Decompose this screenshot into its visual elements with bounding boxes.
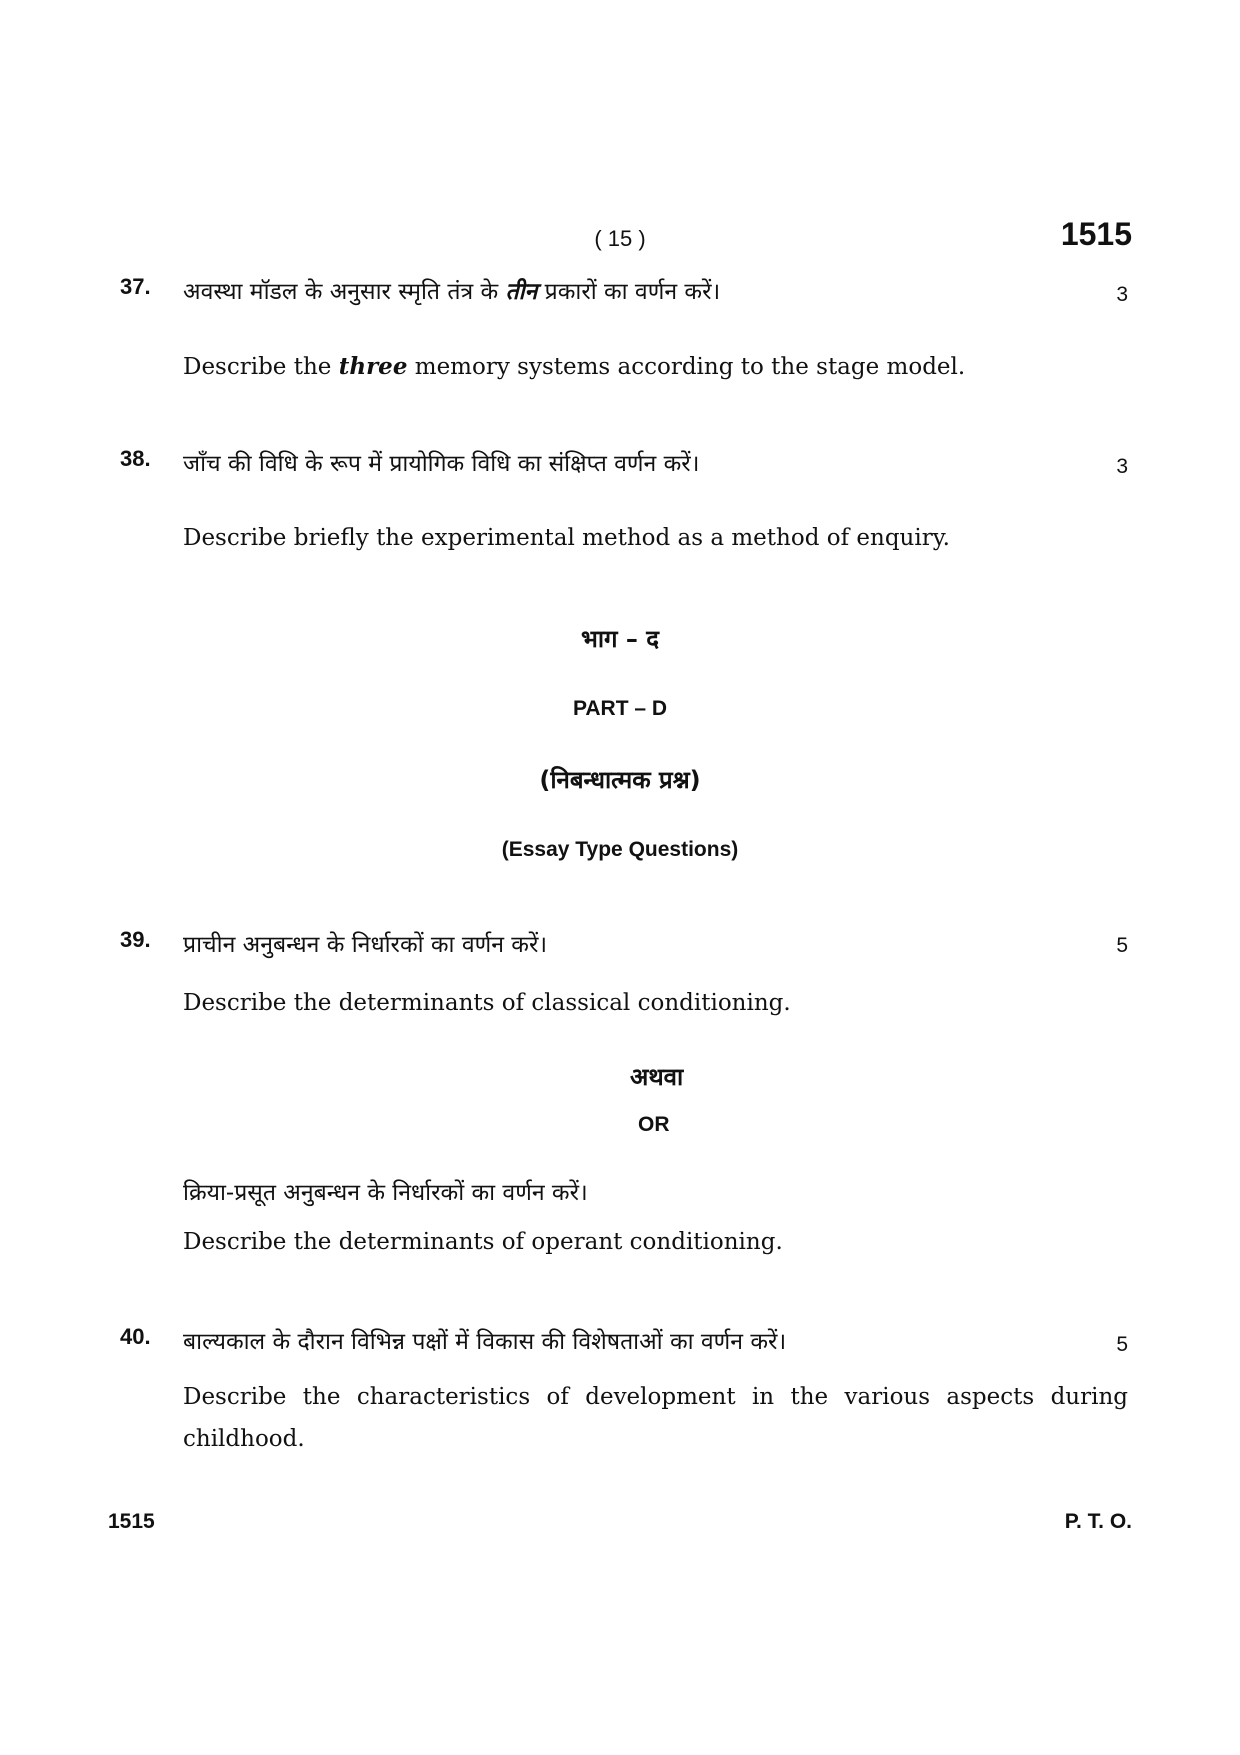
question-number-37: 37. (120, 274, 151, 299)
marks-37: 3 (1116, 283, 1128, 306)
q37-hindi-text-pre: अवस्था मॉडल के अनुसार स्मृति तंत्र के (183, 279, 506, 305)
question-38-hindi: जाँच की विधि के रूप में प्रायोगिक विधि का संक्षिप्त वर्णन करें। (183, 451, 700, 477)
question-39-alt-hindi: क्रिया-प्रसूत अनुबन्धन के निर्धारकों का वर्णन करें। (183, 1180, 588, 1206)
question-40-english: Describe the characteristics of development in the various aspects during childhood. (183, 1384, 1128, 1452)
q37-english-text-post: memory systems according to the stage model. (407, 354, 966, 380)
question-38-english: Describe briefly the experimental method as a method of enquiry. (183, 525, 950, 551)
question-39-english: Describe the determinants of classical conditioning. (183, 990, 791, 1016)
question-37-english (183, 353, 965, 380)
question-number-38: 38. (120, 446, 151, 471)
section-subtitle-english: (Essay Type Questions) (501, 838, 739, 861)
pto-label: P. T. O. (1064, 1510, 1132, 1533)
page-number: ( 15 ) (594, 226, 646, 251)
question-39-alt-english: Describe the determinants of operant conditioning. (183, 1229, 783, 1255)
marks-39: 5 (1116, 934, 1128, 957)
or-english: OR (638, 1113, 670, 1136)
paper-code-header: 1515 (1060, 216, 1132, 252)
question-37-hindi (183, 274, 720, 306)
marks-38: 3 (1116, 455, 1128, 478)
q37-english-text-pre: Describe the (183, 354, 339, 380)
question-40-hindi: बाल्यकाल के दौरान विभिन्न पक्षों में विकास की विशेषताओं का वर्णन करें। (183, 1329, 787, 1355)
q37-hindi-text-post: प्रकारों का वर्णन करें। (537, 279, 721, 305)
q37-english-emphasis: three (338, 353, 408, 380)
section-title-english: PART – D (572, 697, 668, 720)
or-hindi: अथवा (630, 1063, 684, 1091)
question-number-40: 40. (120, 1324, 151, 1349)
question-number-39: 39. (120, 927, 151, 952)
section-title-hindi: भाग – द (580, 625, 660, 653)
question-39-hindi: प्राचीन अनुबन्धन के निर्धारकों का वर्णन करें। (183, 932, 548, 958)
marks-40: 5 (1116, 1333, 1128, 1356)
q37-hindi-emphasis: तीन (505, 279, 538, 305)
paper-code-footer: 1515 (108, 1510, 155, 1533)
section-subtitle-hindi: (निबन्धात्मक प्रश्न) (539, 766, 701, 794)
